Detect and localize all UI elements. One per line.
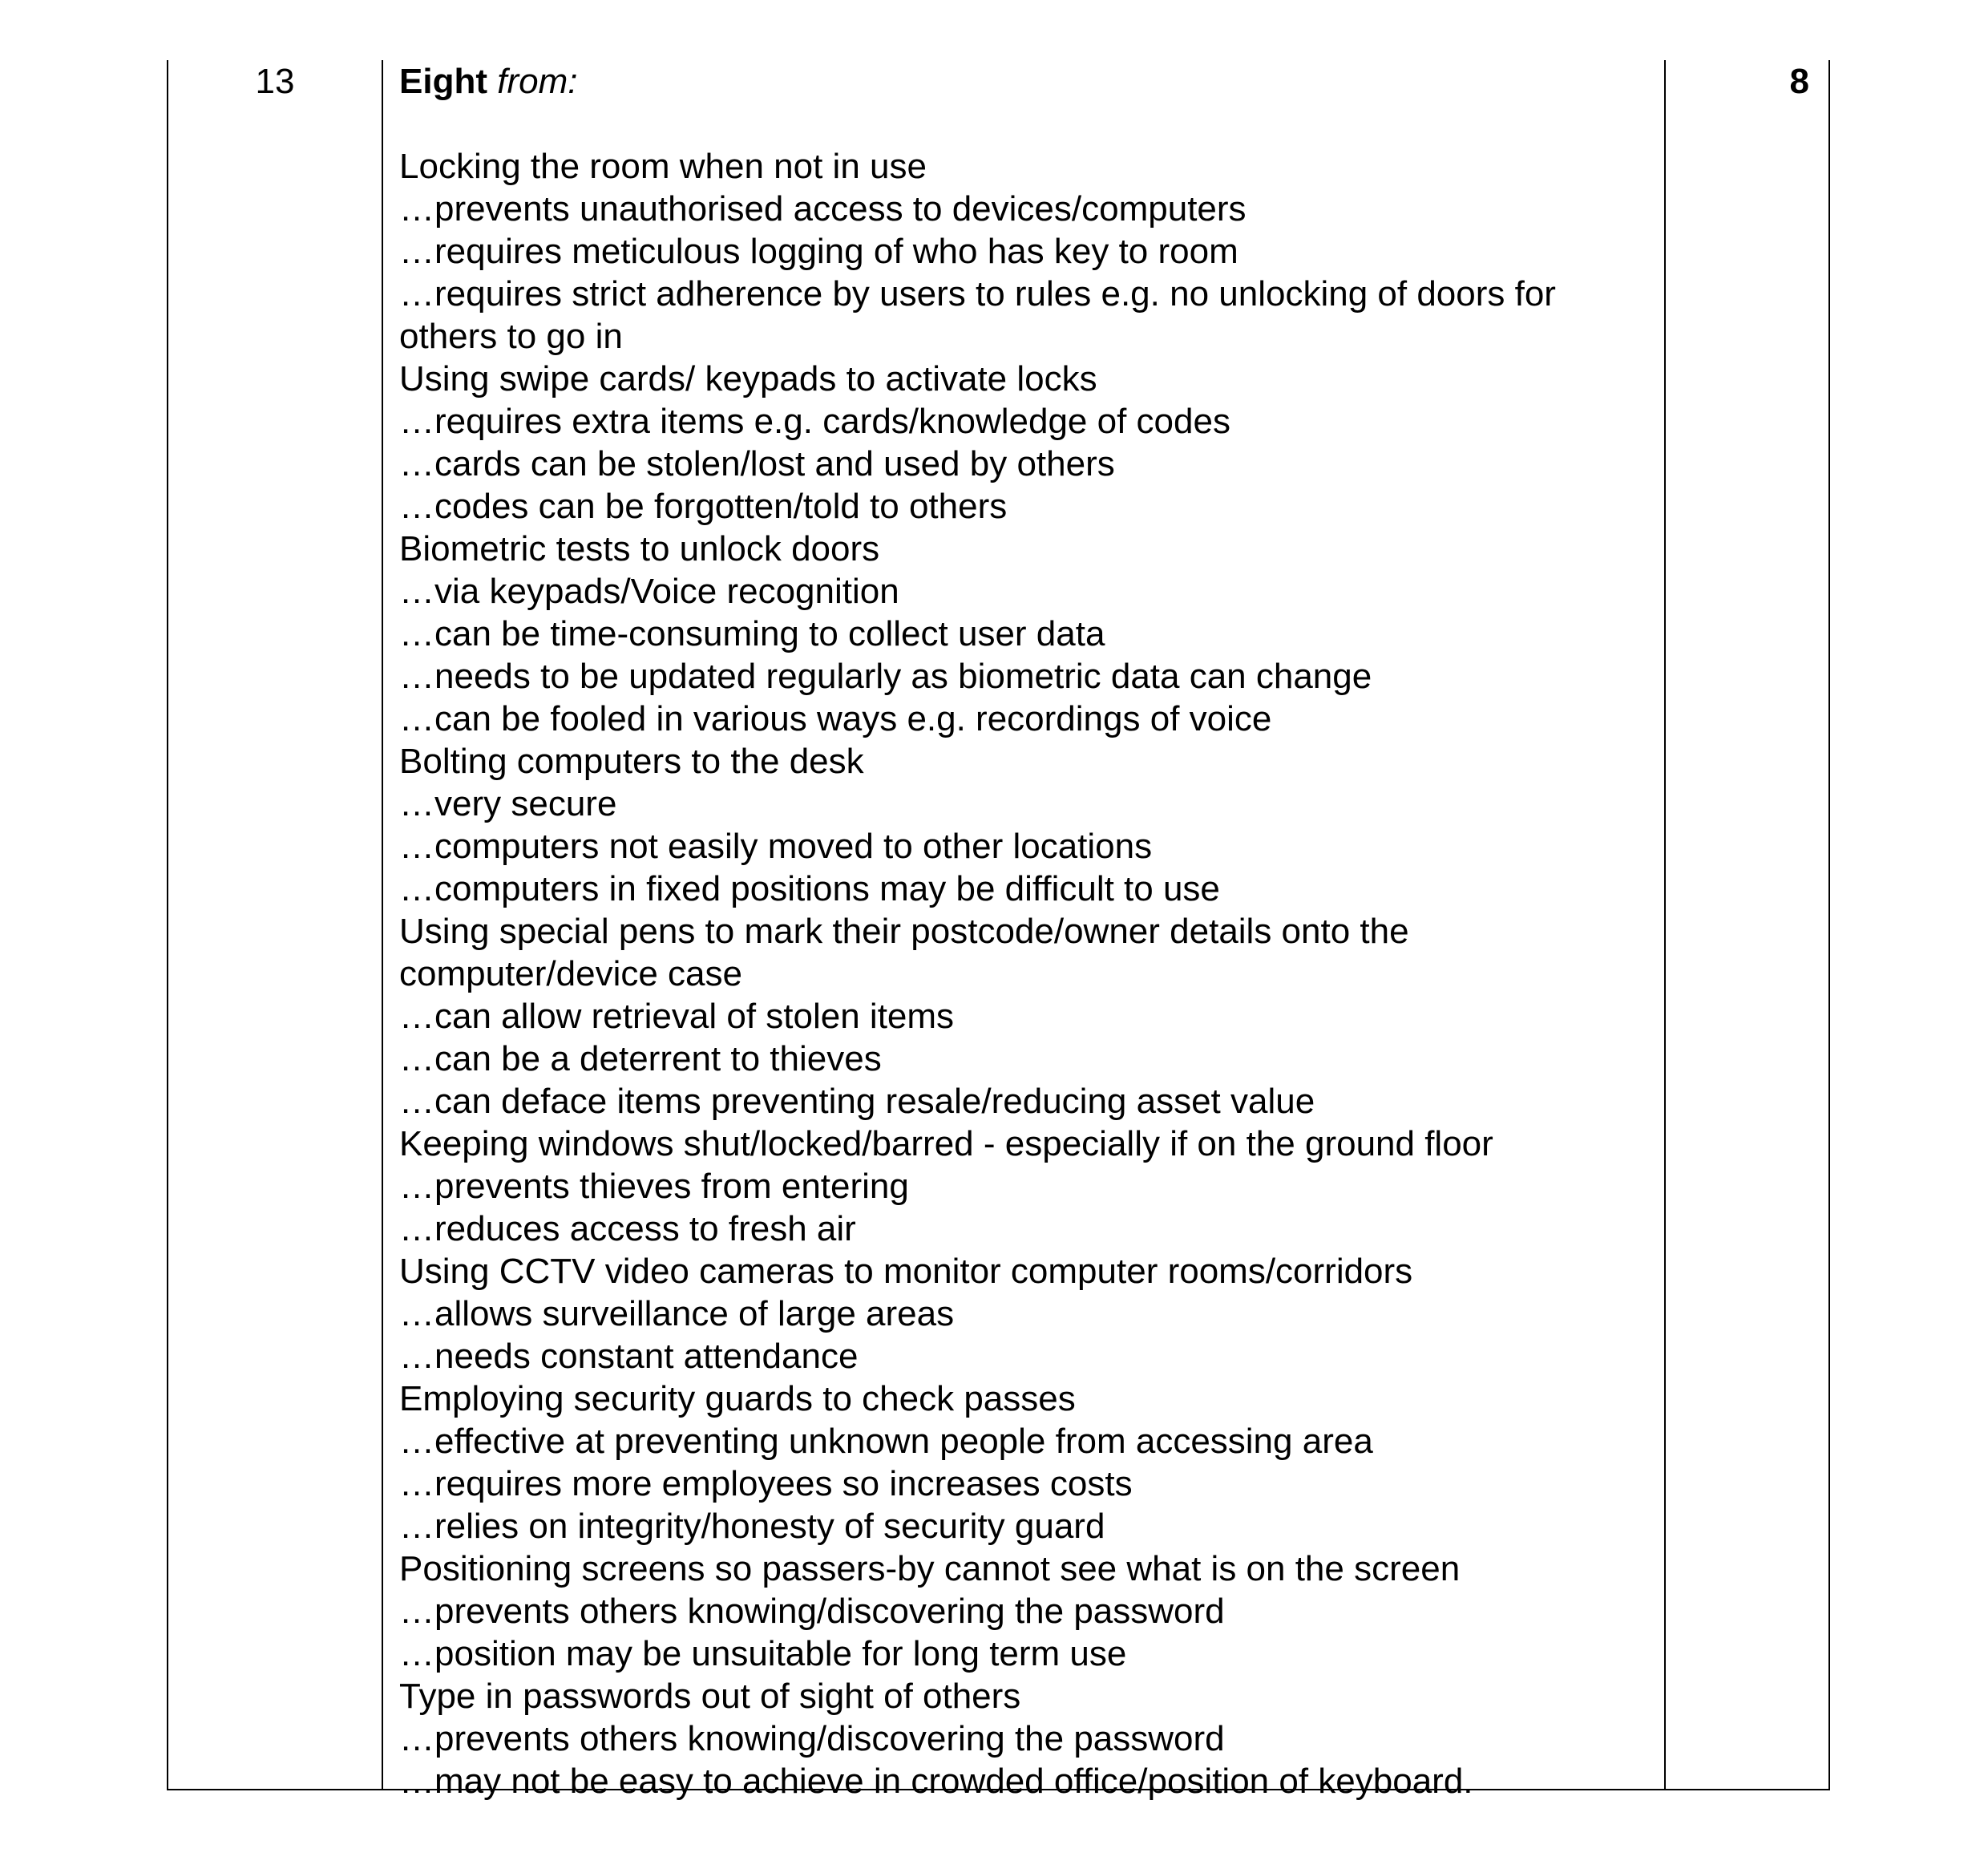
answer-heading-count: Eight — [399, 62, 487, 101]
answer-line: Bolting computers to the desk — [399, 742, 864, 781]
answer-line: …needs to be updated regularly as biometric data can change — [399, 657, 1372, 696]
answer-line: …prevents others knowing/discovering the password — [399, 1592, 1225, 1631]
answer-line: …allows surveillance of large areas — [399, 1294, 955, 1333]
column-divider — [1664, 60, 1666, 1789]
mark-scheme-table — [167, 60, 1830, 1801]
answer-line: …very secure — [399, 784, 617, 823]
answer-line: …requires strict adherence by users to rules e.g. no unlocking of doors for others to go in — [399, 274, 1556, 356]
answer-heading-from: from: — [497, 62, 578, 101]
answer-line: …needs constant attendance — [399, 1337, 859, 1376]
answer-line: …prevents others knowing/discovering the password — [399, 1719, 1225, 1758]
answer-line: …can allow retrieval of stolen items — [399, 997, 955, 1036]
marks-value: 8 — [1789, 62, 1809, 101]
answer-line: …position may be unsuitable for long term use — [399, 1634, 1127, 1673]
answer-line: …relies on integrity/honesty of security guard — [399, 1507, 1105, 1546]
answer-line: …requires extra items e.g. cards/knowledge of codes — [399, 402, 1230, 441]
answer-line: …effective at preventing unknown people from accessing area — [399, 1422, 1373, 1461]
answer-line: Type in passwords out of sight of others — [399, 1677, 1021, 1716]
answer-line: …can deface items preventing resale/reducing asset value — [399, 1082, 1315, 1121]
answer-heading — [399, 60, 1650, 103]
answer-line: Positioning screens so passers-by cannot see what is on the screen — [399, 1549, 1461, 1588]
answer-line: …via keypads/Voice recognition — [399, 572, 899, 611]
column-divider — [382, 60, 383, 1789]
answer-line: Locking the room when not in use — [399, 147, 927, 186]
answer-line: …requires more employees so increases costs — [399, 1464, 1133, 1503]
answer-lines — [399, 145, 1650, 1802]
question-number: 13 — [255, 62, 295, 101]
answer-line: …computers not easily moved to other locations — [399, 827, 1153, 866]
answer-line: …can be fooled in various ways e.g. recordings of voice — [399, 699, 1272, 738]
answer-line: Employing security guards to check passes — [399, 1379, 1076, 1418]
answer-line: Using swipe cards/ keypads to activate locks — [399, 359, 1097, 398]
answer-line: …computers in fixed positions may be difficult to use — [399, 869, 1220, 908]
answer-line: …reduces access to fresh air — [399, 1209, 856, 1248]
answer-line: Biometric tests to unlock doors — [399, 529, 880, 568]
answer-line: …can be a deterrent to thieves — [399, 1039, 882, 1078]
answer-cell — [399, 60, 1650, 1802]
answer-line: …prevents unauthorised access to devices/computers — [399, 189, 1247, 229]
answer-line: …can be time-consuming to collect user data — [399, 614, 1105, 653]
answer-line: …prevents thieves from entering — [399, 1167, 909, 1206]
answer-line: …cards can be stolen/lost and used by others — [399, 444, 1115, 483]
answer-line: …codes can be forgotten/told to others — [399, 487, 1008, 526]
answer-line: …may not be easy to achieve in crowded office/position of keyboard. — [399, 1762, 1473, 1801]
answer-line: Using special pens to mark their postcode/owner details onto the computer/device case — [399, 912, 1409, 993]
answer-line: Keeping windows shut/locked/barred - especially if on the ground floor — [399, 1124, 1493, 1163]
answer-line: Using CCTV video cameras to monitor computer rooms/corridors — [399, 1252, 1413, 1291]
answer-line: …requires meticulous logging of who has key to room — [399, 232, 1238, 271]
